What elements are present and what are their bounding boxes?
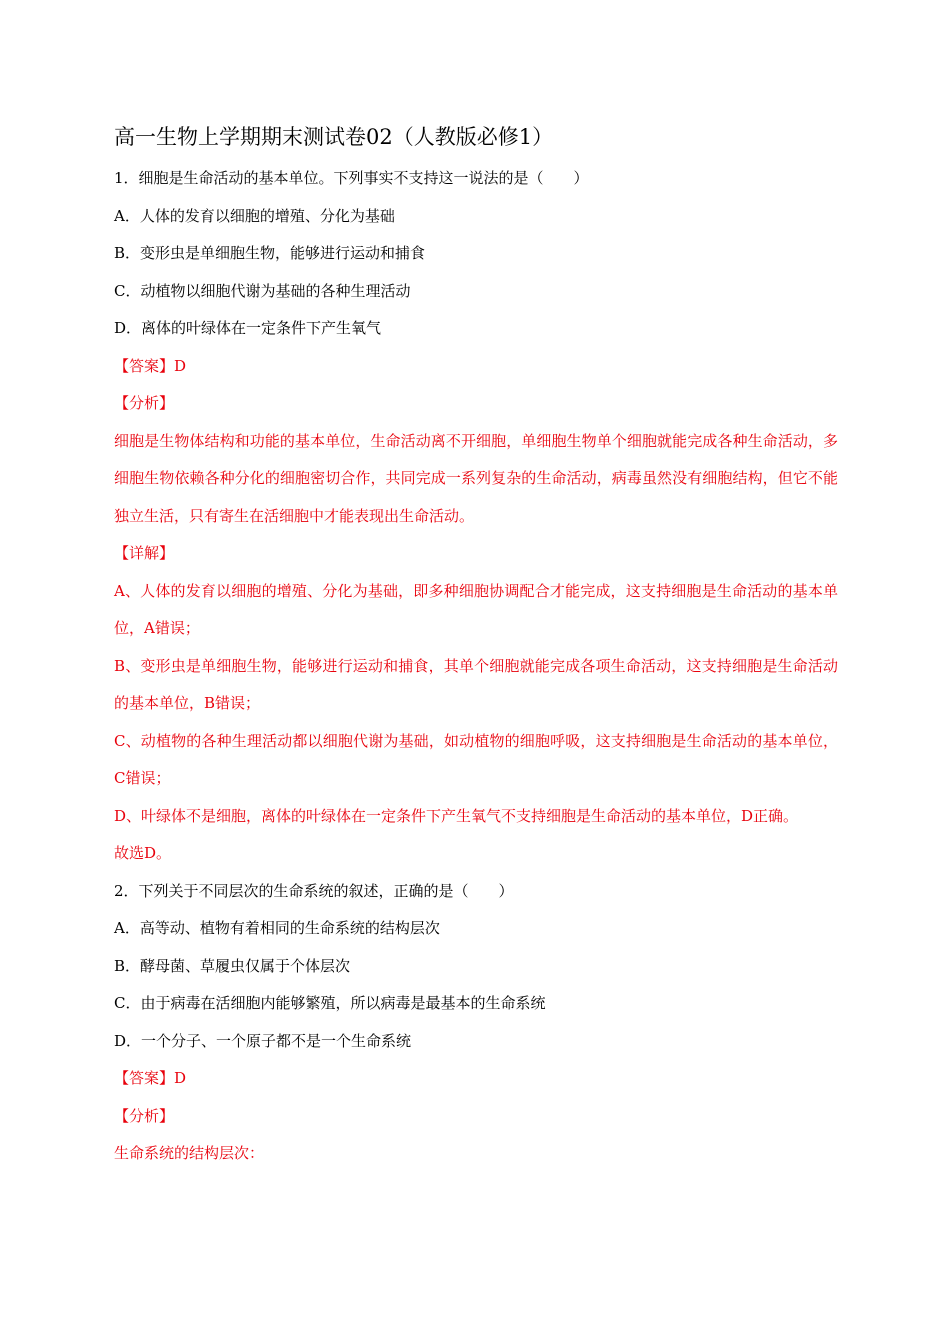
- question-2-stem: 2．下列关于不同层次的生命系统的叙述，正确的是（ ）: [114, 881, 514, 900]
- question-2-option-c: C．由于病毒在活细胞内能够繁殖，所以病毒是最基本的生命系统: [114, 994, 546, 1012]
- page-title: 高一生物上学期期末测试卷02（人教版必修1）: [114, 125, 554, 149]
- answer-tag: 【答案】: [114, 356, 175, 375]
- question-1-conclusion: 故选D。: [114, 844, 172, 862]
- document-page: [114, 122, 838, 1173]
- question-2-analysis-tag: 【分析】: [114, 1106, 175, 1125]
- question-2-option-a: A．高等动、植物有着相同的生命系统的结构层次: [114, 919, 440, 937]
- question-1-detail-tag: 【详解】: [114, 544, 175, 562]
- question-1-answer: [114, 348, 838, 386]
- question-1-option-b: B．变形虫是单细胞生物，能够进行运动和捕食: [114, 244, 426, 262]
- question-2-analysis-text: 生命系统的结构层次：: [114, 1144, 265, 1162]
- question-1-stem: 1．细胞是生命活动的基本单位。下列事实不支持这一说法的是（ ）: [114, 169, 589, 187]
- question-1-analysis-tag: 【分析】: [114, 394, 175, 412]
- question-1-option-a: A．人体的发育以细胞的增殖、分化为基础: [114, 206, 395, 225]
- question-1-detail-c: C、动植物的各种生理活动都以细胞代谢为基础，如动植物的细胞呼吸，这支持细胞是生命活动的基本单位，C错误；: [114, 731, 838, 787]
- question-1-detail-d: D、叶绿体不是细胞，离体的叶绿体在一定条件下产生氧气不支持细胞是生命活动的基本单位，D正确。: [114, 806, 799, 825]
- question-1-detail-a: A、人体的发育以细胞的增殖、分化为基础，即多种细胞协调配合才能完成，这支持细胞是生命活动的基本单位，A错误；: [114, 581, 838, 637]
- question-2-option-d: D．一个分子、一个原子都不是一个生命系统: [114, 1031, 412, 1050]
- question-2-answer: [114, 1060, 838, 1098]
- question-1-option-d: D．离体的叶绿体在一定条件下产生氧气: [114, 319, 382, 337]
- answer-value: D: [174, 1069, 187, 1087]
- question-1-detail-b: B、变形虫是单细胞生物，能够进行运动和捕食，其单个细胞就能完成各项生命活动，这支持细胞是生命活动的基本单位，B错误；: [114, 656, 838, 712]
- answer-value: D: [174, 356, 187, 375]
- question-2-option-b: B．酵母菌、草履虫仅属于个体层次: [114, 956, 351, 975]
- question-1-option-c: C．动植物以细胞代谢为基础的各种生理活动: [114, 281, 411, 300]
- question-1-analysis-text: 细胞是生物体结构和功能的基本单位，生命活动离不开细胞，单细胞生物单个细胞就能完成各种生命活动，多细胞生物依赖各种分化的细胞密切合作，共同完成一系列复杂的生命活动，病毒虽然没有细胞结构，但它不能独立生活，只有寄生在活细胞中才能表现出生命活动。: [114, 431, 838, 525]
- answer-tag: 【答案】: [114, 1069, 175, 1087]
